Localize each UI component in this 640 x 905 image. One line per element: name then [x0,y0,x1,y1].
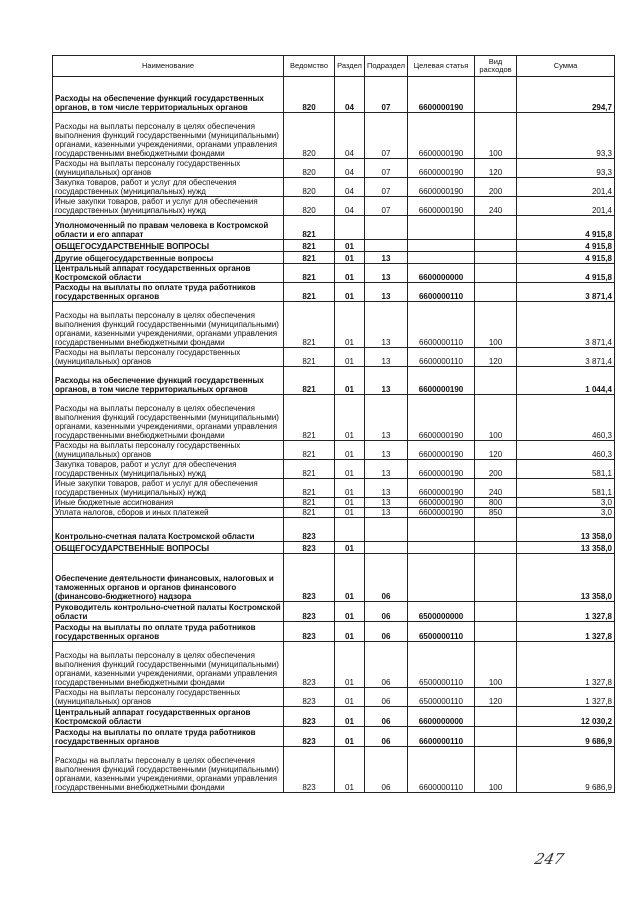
cell-sum: 1 327,8 [517,602,615,622]
cell-section: 01 [335,302,365,348]
cell-section: 01 [335,264,365,283]
cell-section: 01 [335,688,365,707]
cell-kind [475,554,517,602]
cell-section: 01 [335,252,365,264]
cell-name: Расходы на выплаты персоналу в целях обеспечения выполнения функций государственными (муниципальными) органами, казенными учреждениями, органами управления государственными внебюджетными фондами [53,395,284,441]
cell-subsection: 06 [365,688,408,707]
cell-kind: 100 [475,747,517,793]
cell-kind [475,77,517,113]
table-row [53,302,615,348]
cell-sum: 3,0 [517,508,615,518]
cell-target: 6600000190 [408,77,475,113]
cell-name: Руководитель контрольно-счетной палаты Костромской области [53,602,284,622]
cell-sum: 93,3 [517,113,615,159]
cell-section: 04 [335,159,365,178]
table-row [53,479,615,498]
cell-dept: 820 [284,159,335,178]
cell-section: 01 [335,498,365,508]
cell-kind [475,542,517,554]
cell-dept: 821 [284,367,335,395]
cell-target: 6600000190 [408,159,475,178]
cell-kind: 200 [475,178,517,197]
cell-name: Иные закупки товаров, работ и услуг для обеспечения государственных (муниципальных) нужд [53,479,284,498]
cell-dept: 823 [284,747,335,793]
table-row [53,727,615,747]
table-row [53,622,615,642]
cell-subsection: 13 [365,348,408,367]
cell-section: 04 [335,77,365,113]
table-row [53,77,615,113]
table-row [53,642,615,688]
cell-dept: 820 [284,197,335,216]
cell-dept: 823 [284,688,335,707]
cell-section: 01 [335,367,365,395]
cell-target [408,252,475,264]
cell-sum: 294,7 [517,77,615,113]
cell-subsection [365,518,408,542]
cell-sum: 3 871,4 [517,302,615,348]
cell-kind [475,727,517,747]
header-dept: Ведомство [284,56,335,77]
table-row [53,508,615,518]
cell-section: 01 [335,441,365,460]
cell-kind [475,602,517,622]
cell-name: Иные бюджетные ассигнования [53,498,284,508]
cell-dept: 820 [284,77,335,113]
header-name: Наименование [53,56,284,77]
header-kind: Вид расходов [475,56,517,77]
cell-name: Расходы на выплаты персоналу государственных (муниципальных) органов [53,159,284,178]
cell-target [408,554,475,602]
cell-name: Расходы на обеспечение функций государственных органов, в том числе территориальных органов [53,367,284,395]
cell-section: 01 [335,283,365,302]
cell-subsection: 13 [365,367,408,395]
cell-subsection: 07 [365,178,408,197]
cell-subsection: 13 [365,264,408,283]
cell-sum: 1 327,8 [517,688,615,707]
cell-name: Уплата налогов, сборов и иных платежей [53,508,284,518]
cell-kind [475,622,517,642]
cell-dept: 821 [284,508,335,518]
cell-subsection: 06 [365,622,408,642]
header-target: Целевая статья [408,56,475,77]
table-row [53,240,615,252]
table-row [53,602,615,622]
cell-subsection: 06 [365,602,408,622]
cell-kind: 850 [475,508,517,518]
cell-dept: 823 [284,622,335,642]
cell-kind [475,283,517,302]
cell-section: 01 [335,508,365,518]
cell-sum: 460,3 [517,395,615,441]
cell-name: Другие общегосударственные вопросы [53,252,284,264]
cell-name: Расходы на выплаты персоналу государственных (муниципальных) органов [53,688,284,707]
cell-dept: 821 [284,264,335,283]
cell-subsection: 07 [365,159,408,178]
cell-kind: 100 [475,642,517,688]
cell-dept: 821 [284,460,335,479]
cell-kind: 120 [475,688,517,707]
cell-sum: 201,4 [517,197,615,216]
cell-name: Расходы на выплаты по оплате труда работников государственных органов [53,283,284,302]
cell-target: 6600000190 [408,197,475,216]
cell-name: Закупка товаров, работ и услуг для обеспечения государственных (муниципальных) нужд [53,178,284,197]
cell-section: 01 [335,642,365,688]
cell-target: 6600000190 [408,460,475,479]
cell-sum: 3,0 [517,498,615,508]
cell-section: 04 [335,197,365,216]
cell-dept: 821 [284,240,335,252]
cell-subsection: 13 [365,441,408,460]
cell-subsection: 07 [365,197,408,216]
cell-name: Контрольно-счетная палата Костромской области [53,518,284,542]
cell-name: Расходы на выплаты персоналу в целях обеспечения выполнения функций государственными (муниципальными) органами, казенными учреждениями, органами управления государственными внебюджетными фондами [53,113,284,159]
cell-name: Обеспечение деятельности финансовых, налоговых и таможенных органов и органов финансового (финансово-бюджетного) надзора [53,554,284,602]
cell-dept: 821 [284,302,335,348]
cell-target: 6600000190 [408,441,475,460]
cell-sum: 4 915,8 [517,216,615,240]
cell-kind: 100 [475,395,517,441]
cell-sum: 1 327,8 [517,642,615,688]
cell-target: 6600000190 [408,113,475,159]
cell-sum: 13 358,0 [517,542,615,554]
cell-kind [475,707,517,727]
cell-sum: 3 871,4 [517,348,615,367]
table-row [53,498,615,508]
table-row [53,113,615,159]
cell-section: 01 [335,395,365,441]
table-row [53,216,615,240]
table-row [53,178,615,197]
cell-subsection: 13 [365,508,408,518]
cell-target: 6600000190 [408,395,475,441]
cell-kind [475,216,517,240]
table-row [53,197,615,216]
cell-section: 01 [335,240,365,252]
table-row [53,688,615,707]
cell-subsection: 13 [365,283,408,302]
cell-target: 6600000000 [408,264,475,283]
cell-dept: 820 [284,178,335,197]
cell-subsection [365,240,408,252]
cell-name: Расходы на обеспечение функций государственных органов, в том числе территориальных органов [53,77,284,113]
cell-section: 01 [335,554,365,602]
cell-section [335,518,365,542]
cell-subsection: 06 [365,554,408,602]
cell-section: 01 [335,707,365,727]
cell-target: 6600000190 [408,498,475,508]
cell-name: Расходы на выплаты персоналу в целях обеспечения выполнения функций государственными (муниципальными) органами, казенными учреждениями, органами управления государственными внебюджетными фондами [53,747,284,793]
cell-dept: 821 [284,283,335,302]
cell-dept: 823 [284,518,335,542]
cell-target: 6600000190 [408,367,475,395]
table-row [53,159,615,178]
cell-kind: 120 [475,441,517,460]
cell-name: Расходы на выплаты персоналу государственных (муниципальных) органов [53,441,284,460]
cell-subsection: 13 [365,252,408,264]
cell-subsection: 13 [365,395,408,441]
cell-subsection: 13 [365,498,408,508]
cell-dept: 821 [284,395,335,441]
cell-section: 04 [335,113,365,159]
cell-name: Уполномоченный по правам человека в Костромской области и его аппарат [53,216,284,240]
cell-dept: 821 [284,252,335,264]
cell-target: 6600000000 [408,707,475,727]
cell-dept: 823 [284,707,335,727]
cell-kind [475,240,517,252]
cell-subsection: 06 [365,642,408,688]
cell-subsection: 13 [365,479,408,498]
cell-sum: 581,1 [517,479,615,498]
table-row [53,542,615,554]
cell-sum: 12 030,2 [517,707,615,727]
cell-sum: 3 871,4 [517,283,615,302]
cell-dept: 823 [284,602,335,622]
table-row [53,348,615,367]
cell-kind: 800 [475,498,517,508]
cell-target: 6600000110 [408,302,475,348]
cell-name: Расходы на выплаты персоналу государственных (муниципальных) органов [53,348,284,367]
cell-name: Расходы на выплаты персоналу в целях обеспечения выполнения функций государственными (муниципальными) органами, казенными учреждениями, органами управления государственными внебюджетными фондами [53,642,284,688]
page-number: 247 [533,850,566,868]
cell-target: 6600000110 [408,747,475,793]
cell-name: Расходы на выплаты по оплате труда работников государственных органов [53,622,284,642]
cell-section: 01 [335,542,365,554]
table-row [53,264,615,283]
cell-dept: 820 [284,113,335,159]
cell-section: 01 [335,727,365,747]
cell-target [408,518,475,542]
cell-name: Иные закупки товаров, работ и услуг для обеспечения государственных (муниципальных) нужд [53,197,284,216]
cell-target: 6600000110 [408,348,475,367]
cell-sum: 4 915,8 [517,240,615,252]
cell-dept: 821 [284,479,335,498]
cell-section: 01 [335,622,365,642]
cell-kind: 120 [475,348,517,367]
cell-section: 04 [335,178,365,197]
cell-dept: 821 [284,441,335,460]
cell-sum: 9 686,9 [517,727,615,747]
cell-section: 01 [335,460,365,479]
table-row [53,518,615,542]
cell-name: ОБЩЕГОСУДАРСТВЕННЫЕ ВОПРОСЫ [53,240,284,252]
cell-target: 6600000190 [408,508,475,518]
cell-sum: 1 044,4 [517,367,615,395]
cell-target [408,542,475,554]
table-row [53,367,615,395]
cell-name: Закупка товаров, работ и услуг для обеспечения государственных (муниципальных) нужд [53,460,284,479]
table-row [53,441,615,460]
cell-kind: 240 [475,479,517,498]
cell-kind [475,518,517,542]
cell-target: 6600000190 [408,479,475,498]
cell-target: 6500000110 [408,642,475,688]
cell-sum: 460,3 [517,441,615,460]
cell-sum: 1 327,8 [517,622,615,642]
cell-name: ОБЩЕГОСУДАРСТВЕННЫЕ ВОПРОСЫ [53,542,284,554]
cell-subsection: 07 [365,77,408,113]
cell-kind [475,367,517,395]
cell-sum: 9 686,9 [517,747,615,793]
cell-section: 01 [335,747,365,793]
cell-dept: 823 [284,554,335,602]
header-sum: Сумма [517,56,615,77]
cell-dept: 823 [284,642,335,688]
cell-subsection: 13 [365,460,408,479]
cell-dept: 823 [284,727,335,747]
cell-sum: 13 358,0 [517,554,615,602]
cell-target: 6600000190 [408,178,475,197]
table-row [53,460,615,479]
cell-target [408,240,475,252]
cell-dept: 821 [284,216,335,240]
cell-name: Центральный аппарат государственных органов Костромской области [53,264,284,283]
cell-subsection: 06 [365,747,408,793]
table-row [53,395,615,441]
cell-name: Расходы на выплаты персоналу в целях обеспечения выполнения функций государственными (муниципальными) органами, казенными учреждениями, органами управления государственными внебюджетными фондами [53,302,284,348]
cell-sum: 13 358,0 [517,518,615,542]
cell-subsection: 06 [365,727,408,747]
cell-name: Расходы на выплаты по оплате труда работников государственных органов [53,727,284,747]
cell-sum: 4 915,8 [517,264,615,283]
cell-kind: 100 [475,113,517,159]
cell-subsection: 06 [365,707,408,727]
cell-section: 01 [335,602,365,622]
cell-section: 01 [335,348,365,367]
cell-name: Центральный аппарат государственных органов Костромской области [53,707,284,727]
header-section: Раздел [335,56,365,77]
table-row [53,554,615,602]
cell-kind: 240 [475,197,517,216]
cell-kind: 120 [475,159,517,178]
cell-subsection: 13 [365,302,408,348]
cell-sum: 201,4 [517,178,615,197]
cell-dept: 821 [284,348,335,367]
cell-target: 6500000000 [408,602,475,622]
cell-kind [475,252,517,264]
cell-subsection: 07 [365,113,408,159]
cell-kind [475,264,517,283]
cell-section: 01 [335,479,365,498]
cell-kind: 100 [475,302,517,348]
cell-kind: 200 [475,460,517,479]
header-subsection: Подраздел [365,56,408,77]
cell-target: 6500000110 [408,622,475,642]
cell-section [335,216,365,240]
cell-target: 6600000110 [408,283,475,302]
table-row [53,747,615,793]
cell-sum: 581,1 [517,460,615,479]
cell-target: 6600000110 [408,727,475,747]
cell-target: 6500000110 [408,688,475,707]
cell-dept: 821 [284,498,335,508]
cell-sum: 4 915,8 [517,252,615,264]
cell-target [408,216,475,240]
budget-table [52,55,615,793]
cell-sum: 93,3 [517,159,615,178]
cell-subsection [365,542,408,554]
table-row [53,283,615,302]
cell-subsection [365,216,408,240]
table-row [53,252,615,264]
cell-dept: 823 [284,542,335,554]
table-header-row [53,56,615,77]
table-row [53,707,615,727]
